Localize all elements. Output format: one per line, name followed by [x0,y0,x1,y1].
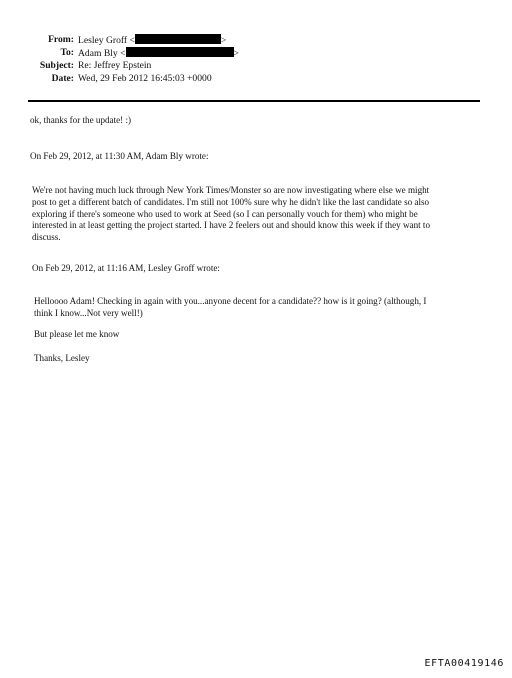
quote2-line: Helloooo Adam! Checking in again with you...anyone decent for a candidate?? how is it going? (although, I [34,296,427,306]
quote2-line: think I know...Not very well!) [34,307,143,318]
reply-text: ok, thanks for the update! :) [30,115,132,125]
redaction-box [126,47,234,57]
quote1-line: post to get a different batch of candidates. I'm still not 100% sure why he didn't like the last candidate so also [32,196,430,207]
from-row [30,34,330,46]
quote2-signoff: Thanks, Lesley [34,353,90,363]
quote2-paragraph: But please let me know [34,329,120,339]
quote1-line: discuss. [32,232,61,243]
to-label: To: [60,47,74,58]
subject-label: Subject: [39,60,74,71]
quote2-intro: On Feb 29, 2012, at 11:16 AM, Lesley Groff wrote: [32,263,220,273]
quote1-line: We're not having much luck through New York Times/Monster so are now investigating where else we might [32,185,430,195]
to-row [30,47,330,59]
date-value: Wed, 29 Feb 2012 16:45:03 +0000 [78,73,212,84]
quote1-line: exploring if there's someone who used to work at Seed (so I can personally vouch for them) who might be [32,208,418,219]
quote1-line: interested in at least getting the project started. I have 2 feelers out and should know this week if they want to [32,220,430,231]
header-divider [28,100,480,102]
to-value [78,47,239,60]
subject-value: Re: Jeffrey Epstein [78,60,152,71]
from-close: > [220,35,227,46]
from-value [78,34,226,47]
quote1-body [32,185,492,244]
email-header [30,34,330,90]
redaction-box [135,34,221,44]
quote2-body [34,296,494,320]
date-row [30,73,330,85]
bates-number: EFTA00419146 [424,658,504,669]
quote1-intro: On Feb 29, 2012, at 11:30 AM, Adam Bly wrote: [30,151,209,161]
from-label: From: [48,34,74,45]
subject-row [30,60,330,72]
date-label: Date: [51,73,74,84]
to-name: Adam Bly < [78,48,126,59]
to-close: > [233,48,239,59]
from-name: Lesley Groff < [78,35,135,46]
